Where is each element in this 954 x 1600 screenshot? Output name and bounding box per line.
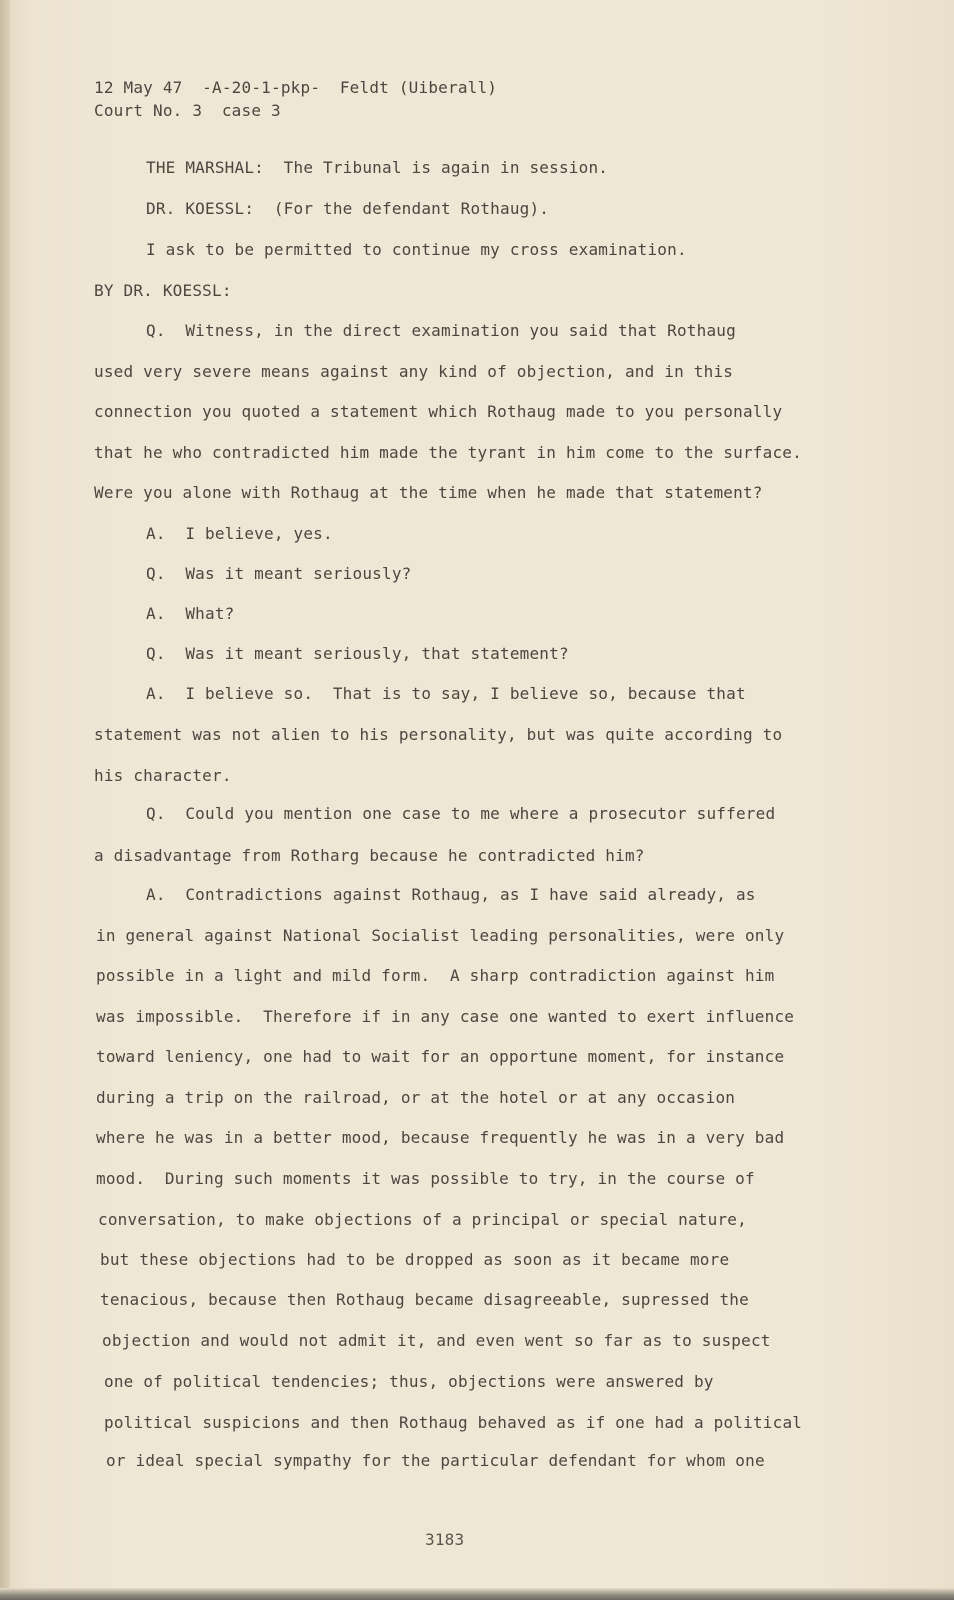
transcript-line: one of political tendencies; thus, objections were answered by — [104, 1372, 714, 1391]
header-line-1: 12 May 47 -A-20-1-pkp- Feldt (Uiberall) — [94, 78, 498, 97]
transcript-line: A. What? — [146, 604, 235, 623]
transcript-line: his character. — [94, 766, 232, 785]
transcript-line: tenacious, because then Rothaug became disagreeable, supressed the — [100, 1290, 749, 1309]
transcript-line: A. I believe so. That is to say, I believe so, because that — [146, 684, 746, 703]
transcript-line: connection you quoted a statement which Rothaug made to you personally — [94, 402, 783, 421]
transcript-line: DR. KOESSL: (For the defendant Rothaug). — [146, 199, 550, 218]
transcript-line: that he who contradicted him made the tyrant in him come to the surface. — [94, 443, 802, 462]
transcript-line: possible in a light and mild form. A sharp contradiction against him — [96, 966, 775, 985]
transcript-line: mood. During such moments it was possible to try, in the course of — [96, 1169, 755, 1188]
transcript-line: was impossible. Therefore if in any case one wanted to exert influence — [96, 1007, 795, 1026]
transcript-line: I ask to be permitted to continue my cross examination. — [146, 240, 687, 259]
header-line-2: Court No. 3 case 3 — [94, 101, 281, 120]
transcript-line: Were you alone with Rothaug at the time when he made that statement? — [94, 483, 763, 502]
transcript-line: statement was not alien to his personality, but was quite according to — [94, 725, 783, 744]
transcript-line: used very severe means against any kind of objection, and in this — [94, 362, 734, 381]
transcript-line: where he was in a better mood, because frequently he was in a very bad — [96, 1128, 785, 1147]
transcript-line: conversation, to make objections of a principal or special nature, — [98, 1210, 747, 1229]
transcript-line: or ideal special sympathy for the particular defendant for whom one — [106, 1451, 765, 1470]
transcript-line: objection and would not admit it, and even went so far as to suspect — [102, 1331, 771, 1350]
transcript-line: political suspicions and then Rothaug behaved as if one had a political — [104, 1413, 803, 1432]
transcript-line: toward leniency, one had to wait for an opportune moment, for instance — [96, 1047, 785, 1066]
binding-edge — [0, 0, 10, 1600]
transcript-line: a disadvantage from Rotharg because he contradicted him? — [94, 846, 645, 865]
transcript-line: Q. Could you mention one case to me where a prosecutor suffered — [146, 804, 776, 823]
transcript-line: during a trip on the railroad, or at the hotel or at any occasion — [96, 1088, 736, 1107]
transcript-line: in general against National Socialist leading personalities, were only — [96, 926, 785, 945]
page-number: 3183 — [425, 1530, 465, 1549]
transcript-line: A. I believe, yes. — [146, 524, 333, 543]
transcript-line: Q. Was it meant seriously, that statement? — [146, 644, 569, 663]
transcript-line: but these objections had to be dropped as soon as it became more — [100, 1250, 730, 1269]
transcript-line: Q. Witness, in the direct examination you said that Rothaug — [146, 321, 736, 340]
speaker-heading: BY DR. KOESSL: — [94, 281, 232, 300]
scan-bottom-edge — [0, 1588, 954, 1600]
transcript-line: A. Contradictions against Rothaug, as I have said already, as — [146, 885, 756, 904]
transcript-line: THE MARSHAL: The Tribunal is again in session. — [146, 158, 609, 177]
transcript-line: Q. Was it meant seriously? — [146, 564, 412, 583]
